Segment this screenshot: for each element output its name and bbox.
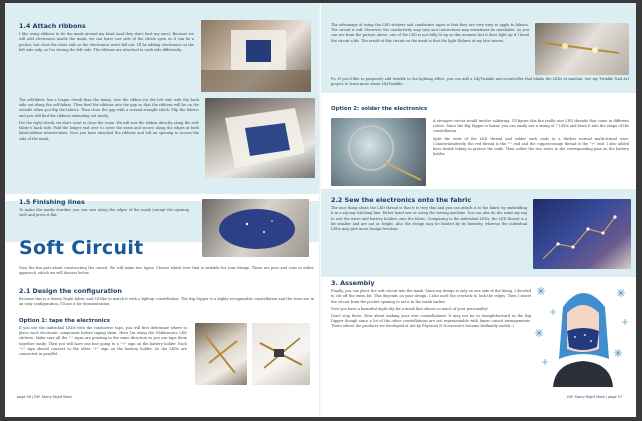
portrait-illustration bbox=[533, 279, 633, 387]
heading-sew-electronics: 2.2 Sew the electronics onto the fabric bbox=[331, 196, 472, 204]
heading-option-2: Option 2: solder the electronics bbox=[331, 106, 428, 112]
para-assembly-3: Don't stop there. How about making your own constellations! It may not be so straightforward as the Big Dipper though since a lot of the other constellations are not representable with linear circuit arrangements. That's where the products we developed at Art by Physicist N Novaceeti's become brilliantly useful :) bbox=[331, 313, 531, 329]
section-twinkle-note bbox=[331, 77, 629, 89]
footer-right: DIY: Starry Night Mask | page 57 bbox=[567, 395, 622, 399]
photo-ribbon-sewing-2 bbox=[205, 98, 315, 178]
para-soft-circuit-intro: Now the fun part about constructing the circuit. We will make two types. Choose which ever that is suitable for your design. There are pros and cons in either approach, which we will discuss below. bbox=[19, 266, 314, 276]
heading-option-1: Option 1: tape the electronics bbox=[19, 318, 111, 324]
section-sew-electronics bbox=[331, 197, 527, 234]
photo-led-stickers-1 bbox=[195, 323, 247, 385]
section-option-2-text bbox=[433, 119, 629, 160]
photo-tape-circuit bbox=[535, 23, 629, 75]
photo-portrait-mask bbox=[533, 279, 633, 387]
photo-led-stickers-2 bbox=[252, 323, 310, 385]
heading-finishing-lines: 1.5 Finishing lines bbox=[19, 198, 85, 206]
photo-detail-8 bbox=[533, 199, 631, 269]
heading-assembly: 3. Assembly bbox=[331, 279, 375, 287]
photo-detail-5 bbox=[252, 323, 310, 385]
page-gutter bbox=[319, 3, 321, 417]
para-ribbons-3: For the right cheek, we don't want to close the seam. We will sew the ribbon directly along the self-fabric's back side. Fold the longer end over to cover the seam and secure along the edges at both fabric/ribbon intersections. Now you have attached the ribbons and left an opening to access the side of the mask. bbox=[19, 120, 199, 141]
heading-attach-ribbons: 1.4 Attach ribbons bbox=[19, 22, 86, 30]
para-assembly-2: Now you have a beautiful night sky for a mask that shines so much of your personality! bbox=[331, 306, 489, 311]
para-option-1: If you use the individual LEDs with the conductive tape, you will first determine where to place each electronic component before taping them. Here I'm using the Chibitronics LED stickers. Make sure all the "-" signs are pointing in the same direction so you can tape them together easily. Then you will have one line going to a "+" sign on the battery holder. Each "+" sign should connect to the other "+" sign on the battery holder. So the LEDs are connected in parallel. bbox=[19, 325, 187, 357]
para-option-2-b: Split the ends of the LED thread and solder each ends to a thicker normal multi-strand wire. Counterintuitively, the red thread is the "-" end and the copper/orange thread is the "+" end. I also added heat shrink tubing to protect the ends. Then solder the two wires to the corresponding pins on the battery holder. bbox=[433, 136, 629, 157]
section-soft-circuit bbox=[19, 239, 314, 258]
para-ribbons-1: I like using ribbons to tie the mask around my head (and they don't hurt my ears). Because we will add electronics inside the mask, we can leave one side of the cheek open so it can be a pocket, but close the other side so the electronics won't fall out. I'll be adding electronics on the left side only, so I'm closing the left side. The ribbons are attached to each side differently. bbox=[19, 32, 194, 52]
photo-soldering bbox=[331, 118, 426, 186]
section-ribbons-cont bbox=[19, 98, 199, 144]
footer-left: page 56 | DIY: Starry Night Mask bbox=[17, 395, 72, 399]
para-sew-electronics: The nice thing about the LED thread is that it is very thin and you can attach it to the fabric by embedding it in a zig-zag stitching line. Either hand sew or using the sewing machine. You can also do the same zig-zag to sew the wires and battery holders onto the fabric. Comparing to the individual LEDs, the LED thread is a bit smaller and are not as bright. Also the design may be limited by its linearity, whereas the individual LEDs may give more design freedom. bbox=[331, 206, 527, 231]
section-soft-circuit-intro bbox=[19, 266, 314, 278]
photo-ribbon-sewing-1 bbox=[201, 20, 311, 92]
section-tape-pros-cons bbox=[331, 23, 529, 46]
para-twinkle-note: P.s. If you'd like to purposely add twinkle to the lighting effect, you can add a LilyTwinkle microcontroller that blinks the LEDs at random. See my Twinkle Nail Art project to learn more about LilyTwinkle. bbox=[331, 77, 629, 87]
para-ribbons-2: The self-fabric has a longer cheek than the lining. Sew the ribbon for the left side with the back side out along the self-fabric. Then feed the ribbons into the gap so that the ribbons will be on the outside when you flip the fabrics. Then close the gap with a normal straight stitch. Flip the fabrics and you will find the ribbons extending out nicely. bbox=[19, 98, 199, 118]
photo-detail-7 bbox=[331, 118, 426, 186]
photo-sewn-led-thread bbox=[533, 199, 631, 269]
photo-detail-6 bbox=[535, 23, 629, 75]
section-design-configuration bbox=[19, 288, 314, 310]
section-attach-ribbons bbox=[19, 23, 194, 55]
photo-detail-2 bbox=[205, 98, 315, 178]
para-tape-advantage: The advantage of using the LED stickers and conductive tapes is that they are very easy to apply to fabrics. The circuit is soft. However, the conductivity may vary and connections may sometimes be unreliable. As you can see from the picture above, one of the LED is not fully lit up as this moment but it does light up if I bend the circuit a bit. The result of this circuit on the mask is that the light flickers at my face moves. bbox=[331, 23, 529, 43]
section-assembly bbox=[331, 280, 531, 332]
heading-design-configuration: 2.1 Design the configuration bbox=[19, 287, 122, 295]
section-finishing-lines bbox=[19, 199, 189, 221]
section-option-2 bbox=[331, 107, 631, 114]
para-option-2-a: A stronger circuit would involve soldering. I'll figure this fun really nice LED threads that come in different colors. Since the Big Dipper is linear, you can easily use a string of 7 LEDs and bend it into the shape of the constellation. bbox=[433, 119, 629, 134]
photo-detail-4 bbox=[195, 323, 247, 385]
para-design-configuration: Because this is a Starry Night fabric and I'd like to match it with a lightup constellation. The Big Dipper is a highly recognizable constellation and the stars are in an easy configuration, I'll use it for demonstration. bbox=[19, 297, 314, 307]
photo-detail-1 bbox=[201, 20, 311, 92]
para-finishing: To make the masks sturdier, you can sew along the edges of the mask (except the opening end) and press it flat. bbox=[19, 208, 189, 218]
magazine-spread bbox=[5, 3, 636, 417]
title-soft-circuit: Soft Circuit bbox=[19, 237, 144, 259]
section-option-1 bbox=[19, 319, 187, 359]
para-assembly-1: Finally, you can place the soft circuit into the mask. Since my design is only on one side of the lining, I decided to cut off the extra bit. This depends on your design. I also used the overlock to lock the edges. Then I insert the circuit from the pocket opening to set it in the mask earlier. bbox=[331, 289, 531, 304]
